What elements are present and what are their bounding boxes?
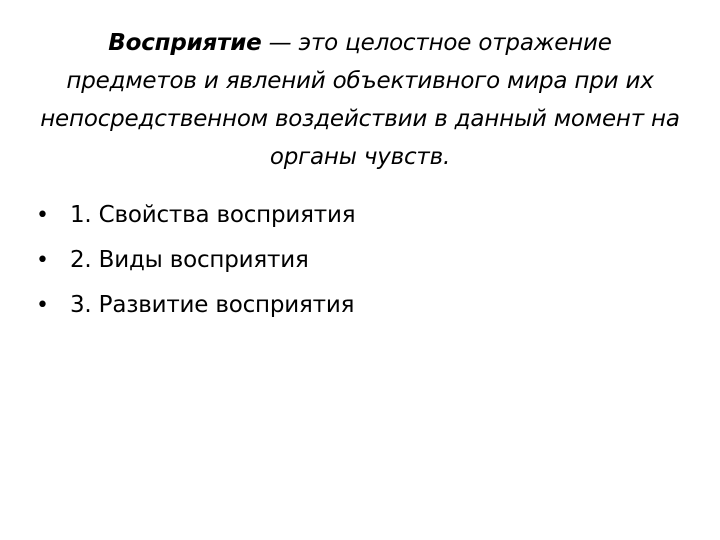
bullet-icon: • [36,203,49,228]
topic-list [36,193,656,328]
bullet-icon: • [36,293,49,318]
list-item-text: 2. Виды восприятия [70,247,309,273]
list-item-text: 3. Развитие восприятия [70,292,355,318]
definition-paragraph [40,24,680,176]
list-item-text: 1. Свойства восприятия [70,202,356,228]
list-item [36,283,656,328]
definition-term: Восприятие [108,30,262,56]
list-item [36,238,656,283]
bullet-icon: • [36,248,49,273]
definition-text: — это целостное отражение предметов и явлений объективного мира при их непосредственном воздействии в данный момент на органы чувств. [40,30,680,170]
list-item [36,193,656,238]
